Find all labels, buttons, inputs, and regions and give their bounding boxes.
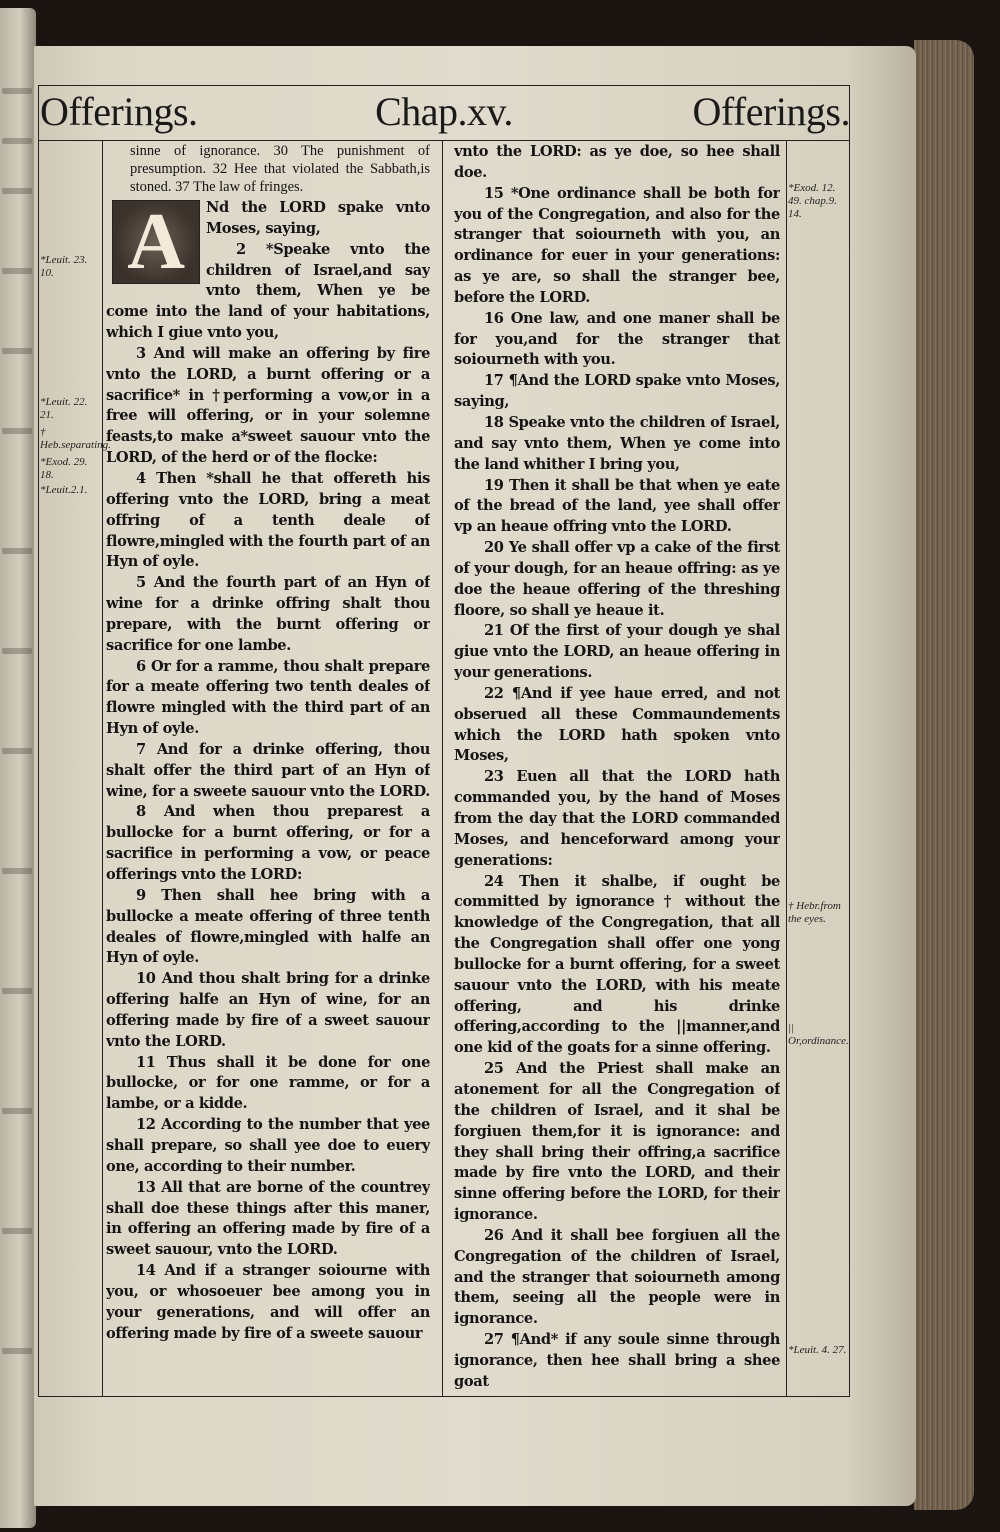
margin-note: *Leuit. 22. 21.	[40, 396, 88, 421]
verse-6: 6 Or for a ramme, thou shalt prepare for a meate offering two tenth deales of flowre mingled with the third part of an Hyn of oyle.	[106, 657, 430, 738]
verse-20: 20 Ye shall offer vp a cake of the first of your dough, for an heaue offring: as ye doe the heaue offering of the threshing floore, so shall ye heaue it.	[454, 539, 780, 619]
verse-1: Nd the LORD spake vnto Moses, saying,	[206, 199, 430, 237]
verse-27: 27 ¶And* if any soule sinne through ignorance, then hee shall bring a shee goat	[454, 1331, 780, 1390]
book-fore-edge	[914, 40, 974, 1510]
verse-3: 3 And will make an offering by fire vnto the LORD, a burnt offering or a sacrifice* in †performing a vow,or in a free will offering, or in your solemne feasts,to make a*sweet sauour vnto the LORD, of the herd or of the flocke:	[106, 344, 430, 467]
margin-note: *Leuit. 4. 27.	[788, 1344, 847, 1356]
verse-14-continued: vnto the LORD: as ye doe, so hee shall doe.	[454, 143, 780, 181]
verse-21: 21 Of the first of your dough ye shal giue vnto the LORD, an heaue offering in your generations.	[454, 622, 780, 682]
verse-17: 17 ¶And the LORD spake vnto Moses, saying,	[454, 372, 780, 411]
verse-18: 18 Speake vnto the children of Israel, and say vnto them, When ye come into the land whither I bring you,	[454, 413, 780, 473]
text-column-right	[454, 142, 780, 1392]
margin-note: *Leuit.2.1.	[40, 484, 88, 496]
running-head-right: Offerings.	[692, 89, 850, 134]
verse-19: 19 Then it shall be that when ye eate of the bread of the land, yee shall offer vp an heaue offring vnto the LORD.	[454, 476, 780, 536]
margin-rule-left	[102, 140, 103, 1397]
verse-15: 15 *One ordinance shall be both for you of the Congregation, and also for the stranger that soiourneth with you, an ordinance for euer in your generations: as ye are, so shall the stranger bee, before the LORD.	[454, 184, 780, 306]
verse-14: 14 And if a stranger soiourne with you, or whosoeuer bee among you in your generations, and will offer an offering made by fire of a sweete sauour	[106, 1262, 430, 1342]
verse-16: 16 One law, and one maner shall be for you,and for the stranger that soiourneth with you.	[454, 309, 780, 369]
column-divider	[442, 140, 443, 1397]
verse-26: 26 And it shall bee forgiuen all the Congregation of the children of Israel, and the stranger that soiourneth among them, seeing all the people were in ignorance.	[454, 1226, 780, 1328]
running-head-chapter: Chap.xv.	[375, 89, 513, 134]
verse-11: 11 Thus shall it be done for one bullocke, or for one ramme, or for a lambe, or a kidde.	[106, 1053, 430, 1113]
facing-page-edge	[0, 8, 36, 1528]
verse-7: 7 And for a drinke offering, thou shalt offer the third part of an Hyn of wine, for a sweete sauour vnto the LORD.	[106, 740, 430, 800]
margin-note: *Exod. 12. 49. chap.9. 14.	[788, 182, 837, 220]
verse-24: 24 Then it shalbe, if ought be committed by ignorance † without the knowledge of the Congregation, that all the Congregation shall offer one yong bullocke for a burnt offering, for a sweet sauour vnto the LORD, with his meate offering, and his drinke offering,according to the ||manner,and one kid of the goats for a sinne offering.	[454, 872, 780, 1057]
verse-2: 2 *Speake vnto the children of Israel,and say vnto them, When ye be come into the land of your habitations, which I giue vnto you,	[106, 240, 430, 342]
margin-note: † Hebr.from the eyes.	[788, 900, 841, 925]
ornamental-drop-cap: A	[112, 200, 200, 284]
chapter-summary: sinne of ignorance. 30 The punishment of presumption. 32 Hee that violated the Sabbath,is stoned. 37 The law of fringes.	[130, 143, 430, 195]
verse-25: 25 And the Priest shall make an atonement for all the Congregation of the children of Israel, and it shal be forgiuen them,for it is ignorance: and they shall bring their offring,a sacrifice made by fire vnto the LORD, and their sinne offering before the LORD, for their ignorance.	[454, 1060, 780, 1224]
verse-5: 5 And the fourth part of an Hyn of wine for a drinke offring shalt thou prepare, with the burnt offering or sacrifice for one lambe.	[106, 574, 430, 654]
running-head-left: Offerings.	[40, 89, 198, 134]
verse-8: 8 And when thou preparest a bullocke for a burnt offering, or for a sacrifice in performing a vow, or peace offerings vnto the LORD:	[106, 803, 430, 883]
verse-22: 22 ¶And if yee haue erred, and not obserued all these Commaundements which the LORD hath spoken vnto Moses,	[454, 684, 780, 765]
margin-note: † Heb.separating.	[40, 426, 111, 451]
verse-4: 4 Then *shall he that offereth his offering vnto the LORD, bring a meat offring of a tenth deale of flowre,mingled with the fourth part of an Hyn of oyle.	[106, 469, 430, 571]
verse-10: 10 And thou shalt bring for a drinke offering halfe an Hyn of wine, for an offering made by fire of a sweet sauour vnto the LORD.	[106, 970, 430, 1050]
header-rule	[38, 140, 850, 141]
margin-rule-right	[786, 140, 787, 1397]
text-column-left	[106, 142, 430, 1392]
verse-13: 13 All that are borne of the countrey shall doe these things after this maner, in offering an offering made by fire of a sweet sauour, vnto the LORD.	[106, 1178, 430, 1259]
margin-note: *Exod. 29. 18.	[40, 456, 88, 481]
verse-12: 12 According to the number that yee shall prepare, so shall yee doe to euery one, according to their number.	[106, 1116, 430, 1175]
verse-9: 9 Then shall hee bring with a bullocke a meate offering of three tenth deales of flowre,mingled with halfe an Hyn of oyle.	[106, 886, 430, 967]
verse-23: 23 Euen all that the LORD hath commanded you, by the hand of Moses from the day that the LORD commanded Moses, and henceforward among your generations:	[454, 768, 780, 869]
margin-note: *Leuit. 23. 10.	[40, 254, 88, 279]
margin-note: || Or,ordinance.	[788, 1022, 849, 1047]
